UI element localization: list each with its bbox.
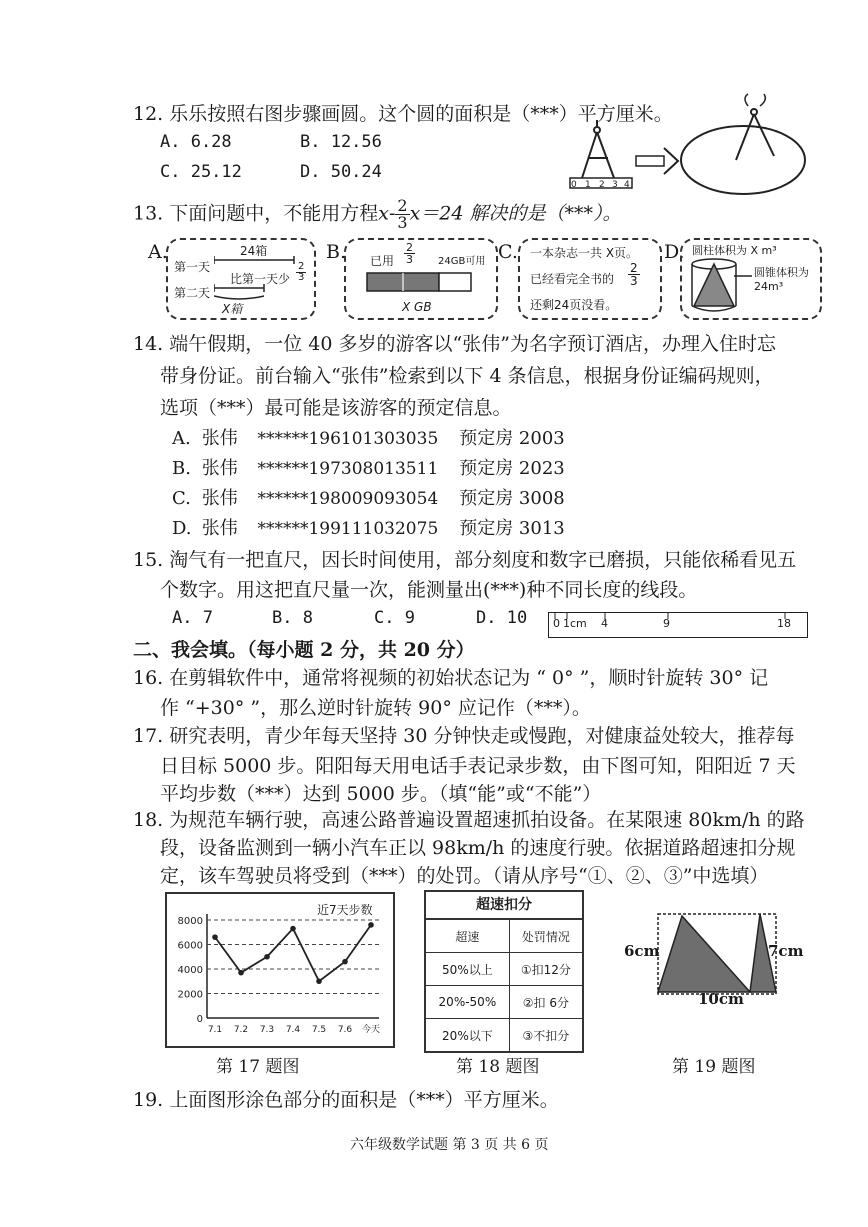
x-tick-label: 7.3 <box>259 1025 275 1035</box>
fig19-left-label: 6cm <box>624 942 660 960</box>
ruler-label-2: 2 <box>599 180 605 190</box>
step-line-chart <box>167 894 393 1046</box>
q13-a-letter: A. <box>148 241 168 263</box>
q15-option-b: B. 8 <box>272 608 313 628</box>
q14-line3: 选项（***）最可能是该游客的预定信息。 <box>160 397 512 419</box>
q14-c-letter: C. <box>172 488 191 509</box>
x-tick-label: 今天 <box>361 1025 381 1035</box>
chart-title: 近7天步数 <box>317 903 373 917</box>
penalty-row2-speed: 20%-50% <box>426 986 509 1019</box>
penalty-row2-result: ②扣 6分 <box>509 986 582 1019</box>
ruler-label-4: 4 <box>624 180 630 190</box>
q14-a-letter: A. <box>172 428 191 449</box>
q15-option-c: C. 9 <box>374 608 415 628</box>
data-point <box>238 970 244 976</box>
q14-option-b <box>172 454 565 480</box>
q13-a-segments <box>214 254 314 304</box>
q13-b-storage-bar <box>366 272 476 294</box>
ruler-zero: 0 <box>553 617 560 630</box>
data-point <box>264 954 270 960</box>
ruler-label-0: 0 <box>571 180 577 190</box>
worn-ruler <box>548 612 808 638</box>
penalty-row3-speed: 20%以下 <box>426 1019 509 1052</box>
compass-figure <box>560 92 820 198</box>
x-tick-label: 7.6 <box>337 1025 353 1035</box>
q16-line1: 16. 在剪辑软件中，通常将视频的初始状态记为 “ 0° ”，顺时针旋转 30° 记 <box>133 667 769 689</box>
q16-line2: 作 “+30° ”，那么逆时针旋转 90° 应记作（***）。 <box>160 697 591 719</box>
q13-a-frac-n: 2 <box>298 261 305 272</box>
q14-d-letter: D. <box>172 518 192 539</box>
q14-b-id: ******197308013511 <box>257 459 439 479</box>
q13-frac-denominator: 3 <box>397 213 408 232</box>
q12-text: 12. 乐乐按照右图步骤画圆。这个圆的面积是（***）平方厘米。 <box>133 103 673 125</box>
q13-c-frac-d: 3 <box>630 274 638 288</box>
q14-option-d <box>172 514 565 540</box>
q18-line2: 段，设备监测到一辆小汽车正以 98km/h 的速度行驶。依据道路超速扣分规 <box>160 837 796 859</box>
q18-line1: 18. 为规范车辆行驶，高速公路普遍设置超速抓拍设备。在某限速 80km/h 的路 <box>133 809 805 831</box>
q13-b-letter: B. <box>326 241 347 263</box>
q17-line2: 日目标 5000 步。阳阳每天用电话手表记录步数，由下图可知，阳阳近 7 天 <box>160 755 796 777</box>
q14-d-name: 张伟 <box>201 518 238 539</box>
q13-a-top: 24箱 <box>240 244 268 258</box>
ruler-label-3: 3 <box>612 180 618 190</box>
ruler-nine: 9 <box>663 617 670 630</box>
q14-a-id: ******196101303035 <box>257 429 439 449</box>
q13-a-day1: 第一天 <box>174 260 211 274</box>
q13-eq-minus: - <box>388 202 396 225</box>
q14-c-room: 预定房 3008 <box>459 488 565 509</box>
fig19-right-label: 7cm <box>768 942 804 960</box>
q14-d-room: 预定房 3013 <box>459 518 565 539</box>
q14-b-letter: B. <box>172 458 191 479</box>
data-point <box>290 926 296 932</box>
data-point <box>368 922 374 928</box>
y-tick-label: 2000 <box>177 989 203 1001</box>
q13-b-bottom: X GB <box>402 300 432 314</box>
data-point <box>316 978 322 984</box>
ruler-ticks <box>549 613 807 621</box>
data-point <box>212 934 218 940</box>
q13-d-letter: D. <box>664 241 685 263</box>
q17-line1: 17. 研究表明，青少年每天坚持 30 分钟快走或慢跑，对健康益处较大，推荐每 <box>133 725 795 747</box>
penalty-row3-result: ③不扣分 <box>509 1019 582 1052</box>
q12-option-c: C. 25.12 <box>160 162 242 182</box>
q13-d-line1: 圆柱体积为 X m³ <box>692 244 777 257</box>
q14-b-room: 预定房 2023 <box>459 458 565 479</box>
q13-b-frac-d: 3 <box>406 253 413 266</box>
q14-a-room: 预定房 2003 <box>459 428 565 449</box>
penalty-table-title: 超速扣分 <box>426 892 582 919</box>
q14-line2: 带身份证。前台输入“张伟”检索到以下 4 条信息，根据身份证编码规则， <box>160 365 774 387</box>
q12-option-d: D. 50.24 <box>300 162 382 182</box>
q14-option-c <box>172 484 565 510</box>
q13-text <box>133 198 622 231</box>
penalty-row1-speed: 50%以上 <box>426 953 509 986</box>
q13-d-cone: 圆锥体积为24m³ <box>754 266 809 293</box>
speeding-penalty-table <box>424 890 584 1053</box>
x-tick-label: 7.5 <box>311 1025 327 1035</box>
q13-c-line2: 已经看完全书的 <box>530 272 615 286</box>
q13-c-line3: 还剩24页没看。 <box>530 298 618 312</box>
y-tick-label: 4000 <box>177 965 203 976</box>
q13-a-day2: 第二天 <box>174 286 211 300</box>
ruler-unit: 1cm <box>563 617 587 630</box>
x-tick-label: 7.1 <box>207 1025 223 1035</box>
ruler-label-1: 1 <box>585 180 591 190</box>
q19-text: 19. 上面图形涂色部分的面积是（***）平方厘米。 <box>133 1089 559 1111</box>
q13-b-frac-n: 2 <box>406 241 413 254</box>
y-tick-label: 6000 <box>177 940 203 952</box>
q13-a-less: 比第一天少 <box>230 272 291 286</box>
q13-option-b-box <box>344 238 498 320</box>
q13-option-c-box <box>518 238 662 320</box>
y-tick-label: 8000 <box>177 916 203 927</box>
x-tick-label: 7.4 <box>285 1025 301 1035</box>
q14-c-name: 张伟 <box>201 488 238 509</box>
section-heading: 二、我会填。（每小题 2 分，共 20 分） <box>133 639 475 661</box>
penalty-row1-result: ①扣12分 <box>509 953 582 986</box>
q14-a-name: 张伟 <box>201 428 238 449</box>
q13-eq-x: x <box>378 202 389 225</box>
q13-c-frac-n: 2 <box>630 261 638 275</box>
q17-line3: 平均步数（***）达到 5000 步。（填“能”或“不能”） <box>160 783 602 805</box>
q14-option-a <box>172 424 565 450</box>
q13-c-letter: C. <box>498 241 518 263</box>
q15-line2: 个数字。用这把直尺量一次，能测量出(***)种不同长度的线段。 <box>160 579 698 601</box>
q14-d-id: ******199111032075 <box>257 519 439 539</box>
data-point <box>342 959 348 965</box>
q13-prefix: 13. 下面问题中，不能用方程 <box>133 202 379 225</box>
q13-b-used: 已用 <box>370 254 395 268</box>
page-footer: 六年级数学试题 第 3 页 共 6 页 <box>350 1137 549 1153</box>
q15-line1: 15. 淘气有一把直尺，因长时间使用，部分刻度和数字已磨损，只能依稀看见五 <box>133 549 797 571</box>
q12-option-a: A. 6.28 <box>160 132 232 152</box>
ruler-eighteen: 18 <box>777 617 791 630</box>
step-chart-frame <box>165 892 395 1048</box>
cone-pointer-arrow <box>734 270 754 282</box>
y-tick-label: 0 <box>196 1014 203 1025</box>
ruler-four: 4 <box>601 617 608 630</box>
q13-a-bottom: X箱 <box>222 302 243 316</box>
fig19-caption: 第 19 题图 <box>672 1057 756 1077</box>
q13-eq-tail: x＝24 解决的是（***）。 <box>409 202 622 225</box>
x-tick-label: 7.2 <box>233 1025 249 1035</box>
cylinder-cone-figure <box>686 256 746 314</box>
q15-option-d: D. 10 <box>476 608 528 628</box>
q13-option-a-box <box>166 238 316 320</box>
q14-c-id: ******198009093054 <box>257 489 439 509</box>
fig19-bottom-label: 10cm <box>698 990 744 1008</box>
fig18-caption: 第 18 题图 <box>456 1057 540 1077</box>
q14-line1: 14. 端午假期，一位 40 多岁的游客以“张伟”为名字预订酒店，办理入住时忘 <box>133 333 776 355</box>
penalty-head-speed: 超速 <box>426 920 509 953</box>
q13-frac-numerator: 2 <box>397 196 408 215</box>
q13-option-d-box <box>680 238 822 320</box>
q13-a-frac-d: 3 <box>298 272 305 283</box>
q15-option-a: A. 7 <box>172 608 213 628</box>
q14-b-name: 张伟 <box>201 458 238 479</box>
penalty-head-result: 处罚情况 <box>509 920 582 953</box>
q13-c-line1: 一本杂志一共 X页。 <box>530 246 639 260</box>
q13-b-free: 24GB可用 <box>438 256 486 267</box>
q18-line3: 定，该车驾驶员将受到（***）的处罚。（请从序号“①、②、③”中选填） <box>160 865 769 887</box>
q12-option-b: B. 12.56 <box>300 132 382 152</box>
fig17-caption: 第 17 题图 <box>216 1057 300 1077</box>
